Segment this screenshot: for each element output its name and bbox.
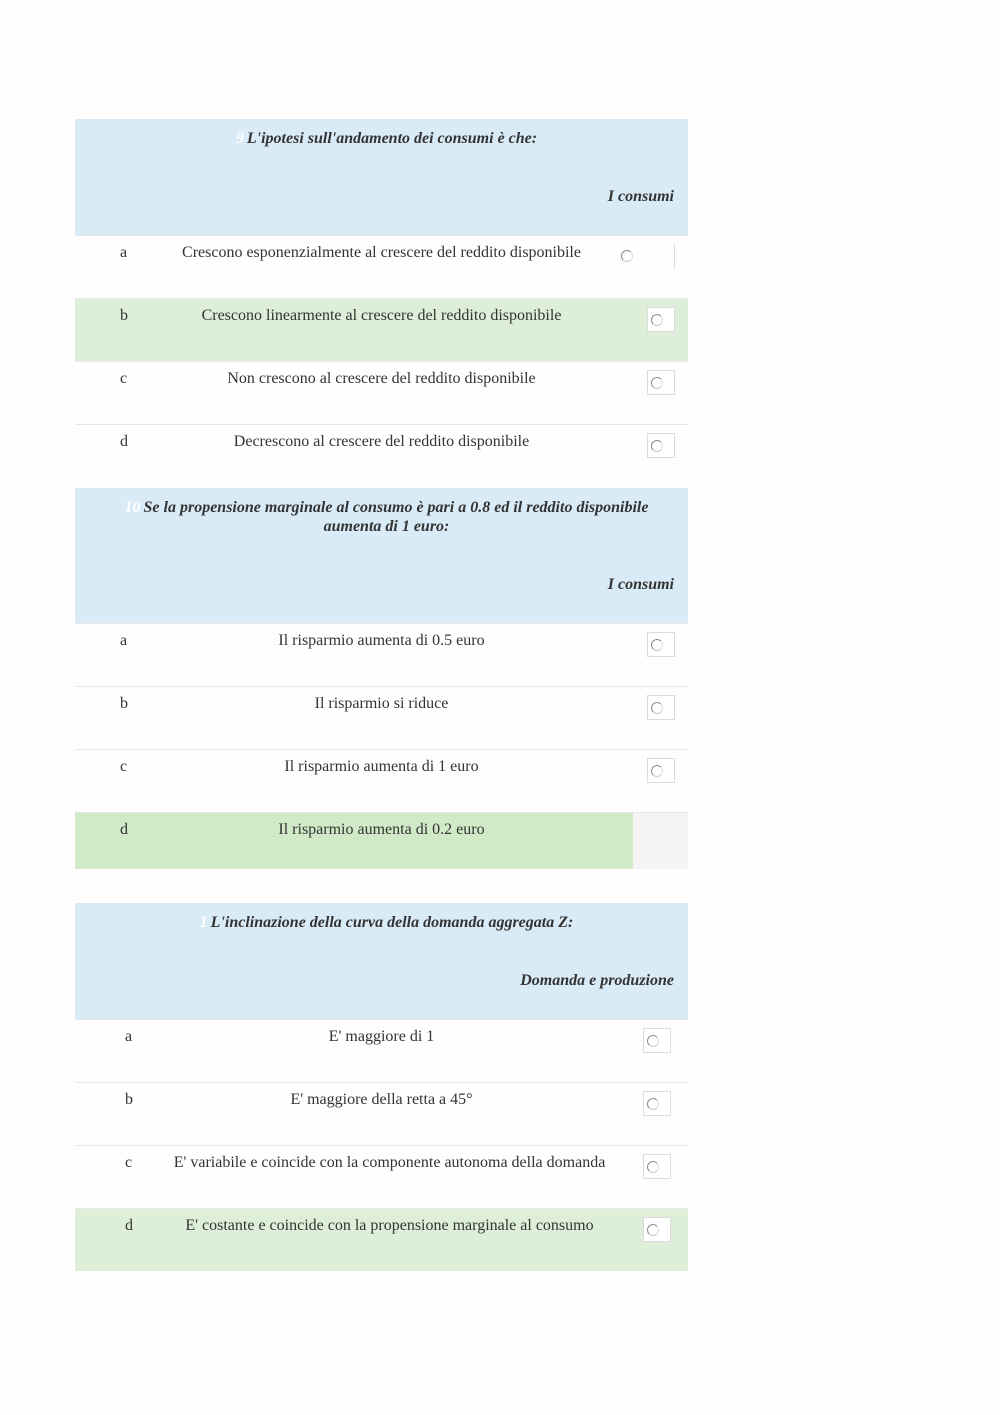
option-text: Non crescono al crescere del reddito disponibile bbox=[227, 370, 536, 387]
answer-option-d[interactable] bbox=[75, 424, 688, 487]
radio-circle-icon bbox=[647, 1035, 659, 1047]
option-text: E' costante e coincide con la propensione marginale al consumo bbox=[185, 1217, 594, 1234]
answer-option-b[interactable] bbox=[75, 298, 688, 361]
answer-option-d[interactable] bbox=[75, 812, 688, 869]
radio-circle-icon bbox=[651, 377, 663, 389]
option-letter: c bbox=[125, 1154, 133, 1171]
radio-button[interactable] bbox=[643, 1091, 671, 1116]
option-letter: c bbox=[120, 370, 128, 387]
option-letter: b bbox=[120, 307, 128, 324]
radio-button[interactable] bbox=[647, 307, 675, 332]
radio-button[interactable] bbox=[647, 433, 675, 458]
option-text: Il risparmio aumenta di 0.2 euro bbox=[278, 821, 485, 838]
answer-option-c[interactable] bbox=[75, 361, 688, 424]
option-letter: a bbox=[120, 632, 128, 649]
question-block-10 bbox=[75, 488, 688, 869]
answer-status-cell bbox=[633, 813, 688, 869]
radio-circle-icon bbox=[651, 639, 663, 651]
question-topic: I consumi bbox=[607, 188, 674, 205]
option-letter: c bbox=[120, 758, 128, 775]
question-header bbox=[75, 119, 688, 235]
radio-circle-icon bbox=[647, 1224, 659, 1236]
answer-option-b[interactable] bbox=[75, 686, 688, 749]
radio-button[interactable] bbox=[647, 695, 675, 720]
option-text: E' maggiore della retta a 45° bbox=[290, 1091, 473, 1108]
option-letter: d bbox=[120, 433, 128, 450]
radio-button[interactable] bbox=[647, 370, 675, 395]
option-text: Crescono esponenzialmente al crescere del reddito disponibile bbox=[182, 244, 581, 261]
radio-circle-icon bbox=[651, 440, 663, 452]
question-header bbox=[75, 903, 688, 1019]
radio-circle-icon bbox=[651, 765, 663, 777]
option-letter: a bbox=[125, 1028, 133, 1045]
radio-circle-icon bbox=[647, 1098, 659, 1110]
question-number: 9 bbox=[235, 130, 244, 147]
radio-button[interactable] bbox=[643, 1217, 671, 1242]
question-title bbox=[105, 913, 668, 932]
question-text: Se la propensione marginale al consumo è pari a 0.8 ed il reddito disponibile aumenta di 1 euro: bbox=[143, 499, 649, 535]
question-header bbox=[75, 488, 688, 623]
question-topic: Domanda e produzione bbox=[520, 972, 674, 989]
question-text: L'ipotesi sull'andamento dei consumi è che: bbox=[246, 130, 538, 147]
answer-option-b[interactable] bbox=[75, 1082, 688, 1145]
answer-option-d[interactable] bbox=[75, 1208, 688, 1271]
question-number: 1 bbox=[199, 914, 208, 931]
question-text: L'inclinazione della curva della domanda aggregata Z: bbox=[210, 914, 574, 931]
answer-option-a[interactable] bbox=[75, 235, 688, 298]
radio-circle-icon bbox=[651, 702, 663, 714]
radio-button[interactable] bbox=[647, 244, 675, 269]
option-text: Crescono linearmente al crescere del reddito disponibile bbox=[201, 307, 562, 324]
option-letter: d bbox=[120, 821, 128, 838]
answer-option-a[interactable] bbox=[75, 1019, 688, 1082]
question-topic: I consumi bbox=[607, 576, 674, 593]
option-text: E' variabile e coincide con la componente autonoma della domanda bbox=[173, 1154, 606, 1171]
question-title bbox=[105, 498, 668, 536]
answer-option-c[interactable] bbox=[75, 1145, 688, 1208]
question-title bbox=[105, 129, 668, 148]
radio-circle-icon bbox=[647, 1161, 659, 1173]
radio-circle-icon bbox=[621, 250, 633, 262]
question-number: 10 bbox=[124, 499, 141, 516]
option-text: Il risparmio aumenta di 1 euro bbox=[284, 758, 479, 775]
option-text: Il risparmio aumenta di 0.5 euro bbox=[278, 632, 485, 649]
radio-button[interactable] bbox=[647, 632, 675, 657]
radio-circle-icon bbox=[651, 314, 663, 326]
option-letter: d bbox=[125, 1217, 133, 1234]
option-text: Decrescono al crescere del reddito disponibile bbox=[233, 433, 530, 450]
option-text: Il risparmio si riduce bbox=[314, 695, 449, 712]
question-block-9 bbox=[75, 119, 688, 487]
option-letter: b bbox=[120, 695, 128, 712]
radio-button[interactable] bbox=[643, 1154, 671, 1179]
answer-option-a[interactable] bbox=[75, 623, 688, 686]
option-letter: a bbox=[120, 244, 128, 261]
option-text: E' maggiore di 1 bbox=[328, 1028, 435, 1045]
radio-button[interactable] bbox=[647, 758, 675, 783]
answer-option-c[interactable] bbox=[75, 749, 688, 812]
option-letter: b bbox=[125, 1091, 133, 1108]
radio-button[interactable] bbox=[643, 1028, 671, 1053]
question-block-1 bbox=[75, 903, 688, 1271]
